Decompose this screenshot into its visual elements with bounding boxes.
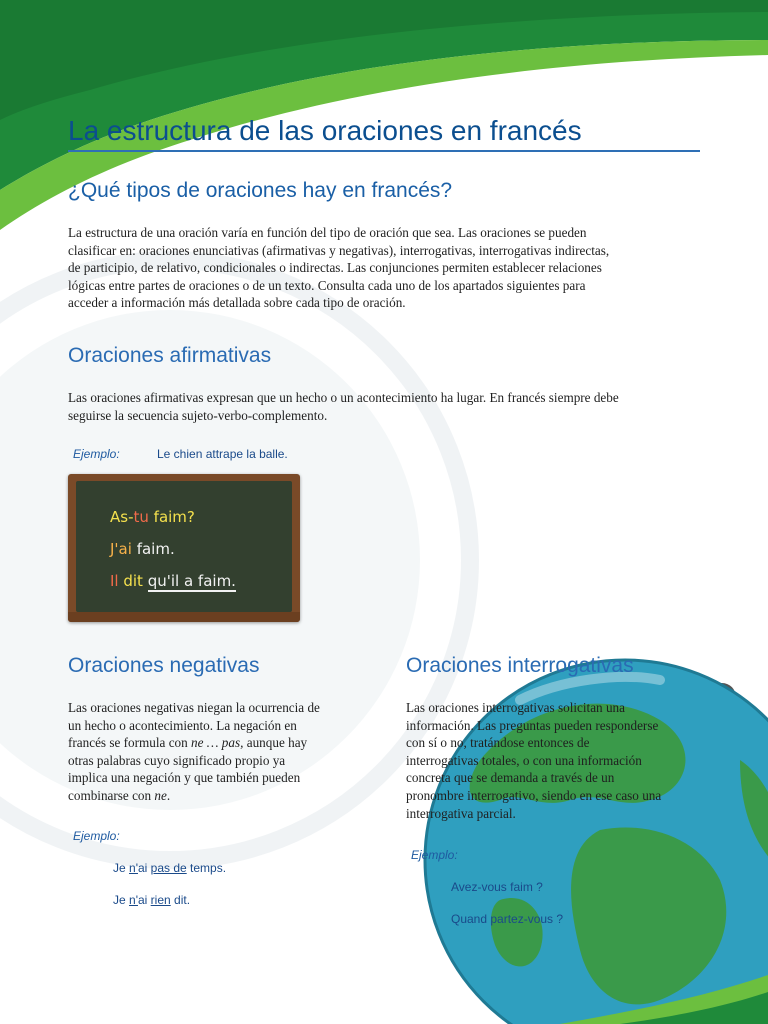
afirmativas-line: seguirse la secuencia sujeto-verbo-complemento. [68, 407, 328, 423]
interrogativas-line: Las oraciones interrogativas solicitan una [406, 700, 625, 715]
interrogativas-line: información. Las preguntas pueden responderse [406, 717, 659, 733]
chalk-word: faim. [131, 540, 175, 558]
text-run-underlined: rien [150, 893, 171, 907]
text-run: aunque hay [243, 735, 308, 751]
negativas-line [68, 787, 368, 805]
afirmativas-example: Le chien attrape la balle. [157, 447, 288, 461]
afirmativas-paragraph [68, 389, 708, 424]
chalkboard-surface [76, 481, 292, 612]
chalk-word: tu [133, 508, 149, 526]
chalk-word: faim? [148, 508, 195, 526]
intro-paragraph [68, 224, 708, 312]
interrogativas-line: concreta que se demanda a través de un [406, 770, 615, 786]
text-run-italic: ne [154, 787, 167, 803]
chalk-word: As- [110, 508, 134, 526]
interrogativas-line: interrogativa parcial. [406, 805, 516, 821]
negativas-line: un hecho o acontecimiento. La negación en [68, 717, 297, 733]
text-run: combinarse con [68, 787, 155, 803]
chalk-line-3 [110, 572, 236, 590]
text-run: . [166, 787, 171, 803]
chalk-word: qu'il a faim. [147, 572, 236, 590]
negativas-example-label: Ejemplo: [73, 829, 120, 843]
text-run: dit. [170, 893, 191, 907]
chalk-line-1 [110, 508, 195, 526]
negativas-example-1 [113, 861, 226, 875]
chalk-word: Il [110, 572, 119, 590]
negativas-line: implica una negación y que también pueden [68, 770, 301, 786]
negativas-line [68, 734, 368, 752]
chalk-word [143, 572, 148, 590]
interrogativas-heading: Oraciones interrogativas [406, 654, 634, 677]
text-run: ai [137, 893, 151, 907]
chalkboard-tray [68, 612, 300, 622]
text-run: ai [137, 861, 151, 875]
text-run-underlined: n' [129, 861, 138, 875]
intro-line: de participio, de relativo, condicionales o indirectas. Las conjunciones permiten establecer relaciones [68, 260, 602, 276]
text-run: Je [113, 893, 130, 907]
interrogativas-line: pronombre interrogativo, siendo en ese caso una [406, 787, 662, 803]
text-run: francés se formula con [68, 735, 192, 751]
chalk-word: J'ai [110, 540, 132, 558]
chalkboard-image [68, 474, 300, 622]
chalk-word: dit [118, 572, 143, 590]
text-run-underlined: n' [129, 893, 138, 907]
negativas-paragraph [68, 699, 368, 805]
text-run: temps. [186, 861, 227, 875]
negativas-line: Las oraciones negativas niegan la ocurrencia de [68, 700, 320, 715]
page-title: La estructura de las oraciones en francés [68, 112, 700, 152]
intro-heading: ¿Qué tipos de oraciones hay en francés? [68, 179, 453, 202]
intro-line: acceder a información más detallada sobre cada tipo de oración. [68, 295, 406, 311]
interrogativas-line: con sí o no, tratándose entonces de [406, 735, 590, 751]
afirmativas-heading: Oraciones afirmativas [68, 344, 272, 367]
intro-line: clasificar en: oraciones enunciativas (afirmativas y negativas), interrogativas, interrogativas indirectas, [68, 242, 610, 258]
negativas-example-2 [113, 893, 190, 907]
chalk-line-2 [110, 540, 175, 558]
text-run-italic: ne … pas, [191, 735, 244, 751]
negativas-heading: Oraciones negativas [68, 654, 260, 677]
text-run: Je [113, 861, 130, 875]
interrogativas-example-2: Quand partez-vous ? [451, 912, 564, 926]
negativas-line: otras palabras cuyo significado propio ya [68, 752, 286, 768]
text-run-underlined: pas de [150, 861, 187, 875]
interrogativas-example-1: Avez-vous faim ? [451, 880, 543, 894]
afirmativas-example-label: Ejemplo: [73, 447, 120, 461]
intro-line: lógicas entre partes de oraciones o de un texto. Consulta cada uno de los apartados siguientes para [68, 277, 586, 293]
afirmativas-line: Las oraciones afirmativas expresan que un hecho o un acontecimiento ha lugar. En francés siempre debe [68, 390, 619, 405]
interrogativas-paragraph [406, 699, 706, 822]
interrogativas-example-label: Ejemplo: [411, 848, 458, 862]
intro-line: La estructura de una oración varía en función del tipo de oración que sea. Las oraciones se pueden [68, 225, 587, 240]
interrogativas-line: interrogativas totales, o con una información [406, 752, 642, 768]
